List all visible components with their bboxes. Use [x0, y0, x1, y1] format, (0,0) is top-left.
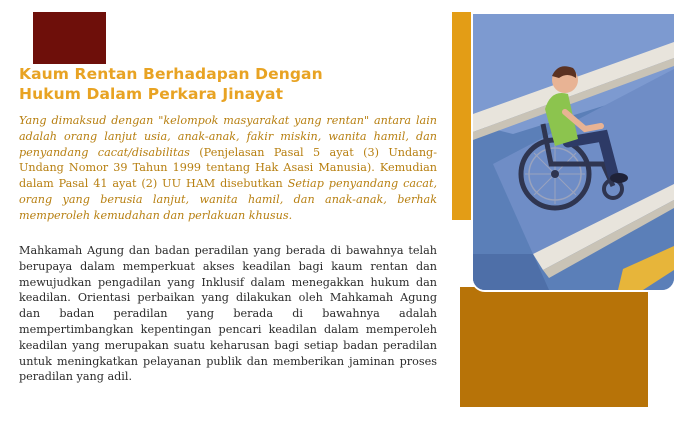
page-title	[19, 64, 399, 104]
decorative-dark-block	[33, 12, 106, 64]
intro-paragraph	[19, 113, 437, 224]
intro-reference: (Penjelasan Pasal 5 ayat (3) Undang-Undang Nomor 39 Tahun 1999 tentang Hak Asasi Manusia). Kemudian dalam Pasal 41 ayat (2) UU HAM disebutkan	[19, 145, 437, 191]
decorative-bronze-block	[460, 287, 648, 407]
title-line-1: Kaum Rentan Berhadapan Dengan	[19, 65, 323, 83]
wheelchair-ramp-icon	[473, 14, 674, 290]
intro-quote: Yang dimaksud dengan "kelompok masyarakat yang rentan" antara lain adalah orang lanjut usia, anak-anak, fakir miskin, wanita hamil, dan penyandang cacat/disabilitas	[19, 114, 437, 159]
body-paragraph: Mahkamah Agung dan badan peradilan yang berada di bawahnya telah berupaya dalam memperkuat akses keadilan bagi kaum rentan dan mewujudkan pengadilan yang Inklusif dalam menegakkan hukum dan keadilan. Orientasi perbaikan yang dilakukan oleh Mahkamah Agung dan badan peradilan yang berada di bawahnya adalah mempertimbangkan kepentingan pencari keadilan dalam memperoleh keadilan yang merupakan suatu keharusan bagi setiap badan peradilan untuk meningkatkan pelayanan publik dan memberikan jaminan proses peradilan yang adil.	[19, 244, 437, 384]
wheelchair-ramp-illustration	[471, 12, 676, 292]
title-line-2: Hukum Dalam Perkara Jinayat	[19, 85, 284, 103]
intro-article-quote: Setiap penyandang cacat, orang yang berusia lanjut, wanita hamil, dan anak-anak, berhak memperoleh kemudahan dan perlakuan khusus.	[19, 177, 438, 222]
